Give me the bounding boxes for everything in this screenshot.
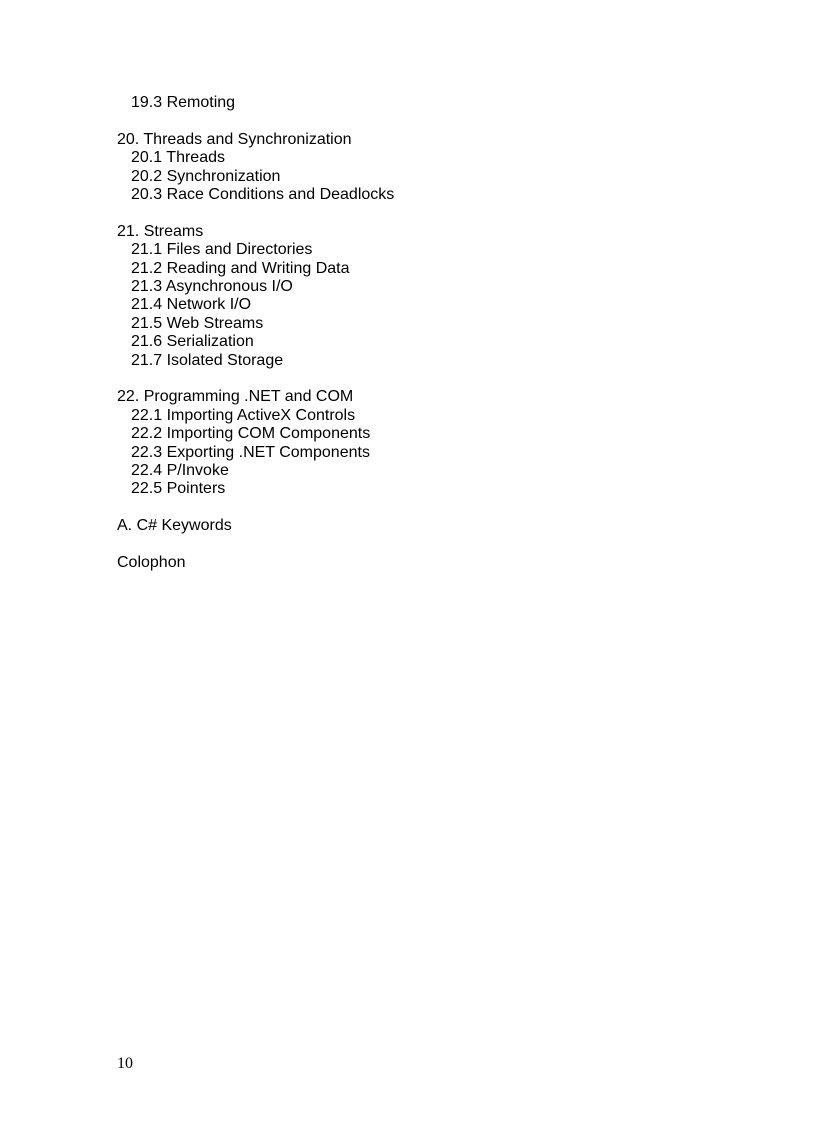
toc-section-entry[interactable]: 21.7 Isolated Storage: [131, 351, 284, 369]
toc-section-entry[interactable]: 21.2 Reading and Writing Data: [131, 259, 350, 277]
page-number: 10: [117, 1055, 133, 1072]
toc-section-entry[interactable]: 21.4 Network I/O: [131, 296, 252, 314]
toc-section-entry[interactable]: 21.5 Web Streams: [131, 314, 264, 332]
toc-chapter-entry[interactable]: A. C# Keywords: [117, 517, 232, 535]
toc-section-entry[interactable]: 22.1 Importing ActiveX Controls: [131, 406, 356, 424]
toc-section-entry[interactable]: 21.3 Asynchronous I/O: [131, 278, 293, 296]
block-spacer: [117, 204, 717, 222]
toc-section-entry[interactable]: 22.4 P/Invoke: [131, 462, 229, 480]
block-spacer: [117, 536, 717, 554]
toc-section-entry[interactable]: 20.3 Race Conditions and Deadlocks: [131, 186, 395, 204]
toc-chapter-entry[interactable]: 22. Programming .NET and COM: [117, 388, 354, 406]
toc-section-entry[interactable]: 22.3 Exporting .NET Components: [131, 443, 370, 461]
toc-section-entry[interactable]: 21.1 Files and Directories: [131, 241, 313, 259]
toc-section-entry[interactable]: 20.2 Synchronization: [131, 167, 281, 185]
toc-chapter-entry[interactable]: 20. Threads and Synchronization: [117, 130, 352, 148]
block-spacer: [117, 112, 717, 130]
toc-section-entry[interactable]: 22.2 Importing COM Components: [131, 425, 371, 443]
toc-chapter-entry[interactable]: 21. Streams: [117, 222, 204, 240]
toc-section-entry[interactable]: 20.1 Threads: [131, 149, 225, 167]
block-spacer: [117, 499, 717, 517]
toc-section-entry[interactable]: 22.5 Pointers: [131, 480, 226, 498]
toc-chapter-entry[interactable]: Colophon: [117, 554, 186, 572]
block-spacer: [117, 370, 717, 388]
table-of-contents: [117, 94, 717, 572]
toc-section-entry[interactable]: 21.6 Serialization: [131, 333, 254, 351]
toc-section-entry[interactable]: 19.3 Remoting: [131, 94, 236, 111]
